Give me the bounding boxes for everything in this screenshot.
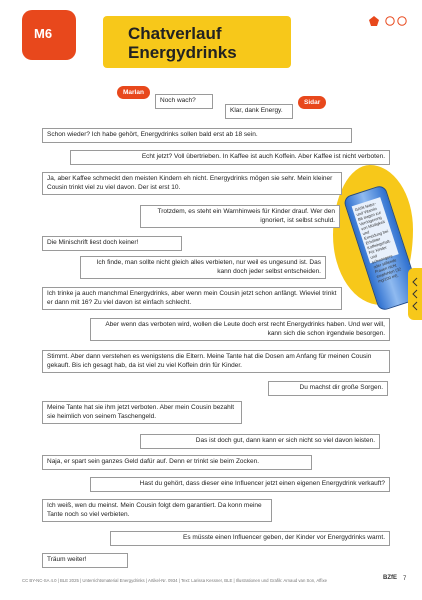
corner-shapes-icon xyxy=(369,16,409,26)
chat-message-right: Hast du gehört, dass dieser eine Influencer jetzt einen eigenen Energydrink verkauft? xyxy=(90,477,390,492)
page-title xyxy=(128,24,237,62)
publisher-logo: BZfE xyxy=(383,575,397,581)
chat-message-left: Ich trinke ja auch manchmal Energydrinks, aber wenn mein Cousin jetzt schon anfängt. Wieviel trinkt er dann mit 16? Zu viel davon ist einfach schlecht. xyxy=(42,287,342,310)
can-label: GAIN Natur- und Vitamin B6 tragen zur Verringerung von Müdigkeit und Ermüdung bei. Erhöhter Koffeingehalt. Für Kinder und schwangere oder stillende Frauen nicht empfohlen (32 mg/100 ml). xyxy=(352,197,399,263)
chat-message-left: Naja, er spart sein ganzes Geld dafür auf. Denn er trinkt sie beim Zocken. xyxy=(42,455,312,470)
chat-message-right: Trotzdem, es steht ein Warnhinweis für Kinder drauf. Wer den ignoriert, ist selbst schuld. xyxy=(140,205,340,228)
chat-message-left: Noch wach? xyxy=(155,94,213,109)
module-badge xyxy=(22,10,76,60)
chat-message-left: Die Minischrift liest doch keiner! xyxy=(42,236,182,251)
chat-message-left: Meine Tante hat sie ihm jetzt verboten. Aber mein Cousin bezahlt sie heimlich von seinem Taschengeld. xyxy=(42,401,242,424)
title-line-2: Energydrinks xyxy=(128,43,237,62)
chevron-icons xyxy=(408,268,422,320)
chat-message-left: Schon wieder? Ich habe gehört, Energydrinks sollen bald erst ab 18 sein. xyxy=(42,128,352,143)
chat-message-right: Es müsste einen Influencer geben, der Kinder vor Energydrinks warnt. xyxy=(110,531,390,546)
chat-message-right: Aber wenn das verboten wird, wollen die Leute doch erst recht Energydrinks haben. Und wer will, kann sich die schon irgendwie besorgen. xyxy=(90,318,390,341)
chat-message-left: Träum weiter! xyxy=(42,553,128,568)
chat-message-right: Das ist doch gut, dann kann er sich nicht so viel davon leisten. xyxy=(140,434,380,449)
title-line-1: Chatverlauf xyxy=(128,24,222,43)
participant-left-tag: Marlan xyxy=(117,86,150,99)
chat-message-right: Klar, dank Energy. xyxy=(225,104,293,119)
module-label: M6 xyxy=(34,26,53,41)
chat-message-left: Stimmt. Aber dann verstehen es wenigstens die Eltern. Meine Tante hat die Dosen am Anfang für meinen Cousin gekauft. Bis ich gesagt hab, da ist viel zu viel Koffein drin für Kinder. xyxy=(42,350,390,373)
chat-message-left: Ja, aber Kaffee schmeckt den meisten Kindern eh nicht. Energydrinks mögen sie sehr. Mein kleiner Cousin trinkt viel zu viel davon. Der ist erst 10. xyxy=(42,172,342,195)
chat-message-right: Du machst dir große Sorgen. xyxy=(268,381,388,396)
chat-message-right: Echt jetzt? Voll übertrieben. In Kaffee ist auch Koffein. Aber Kaffee ist nicht verboten. xyxy=(70,150,390,165)
chat-message-left: Ich weiß, wen du meinst. Mein Cousin folgt dem garantiert. Da konn meine Tante noch so viel verbieten. xyxy=(42,499,272,522)
side-tab[interactable] xyxy=(408,268,422,320)
footer-credits: CC BY-NC-SA 4.0 | BLE 2025 | Unterrichtsmaterial Energydrinks | Artikel-Nr. 0934 | Text: Larissa Kessner, BLE | Illustrationen und Grafik: Arnaud van Son, Affixe xyxy=(22,578,327,583)
participant-right-tag: Sidar xyxy=(298,96,326,109)
page-number: 7 xyxy=(403,576,407,582)
chat-message-right: Ich finde, man sollte nicht gleich alles verbieten, nur weil es ungesund ist. Das kann doch jeder selbst entscheiden. xyxy=(80,256,326,279)
